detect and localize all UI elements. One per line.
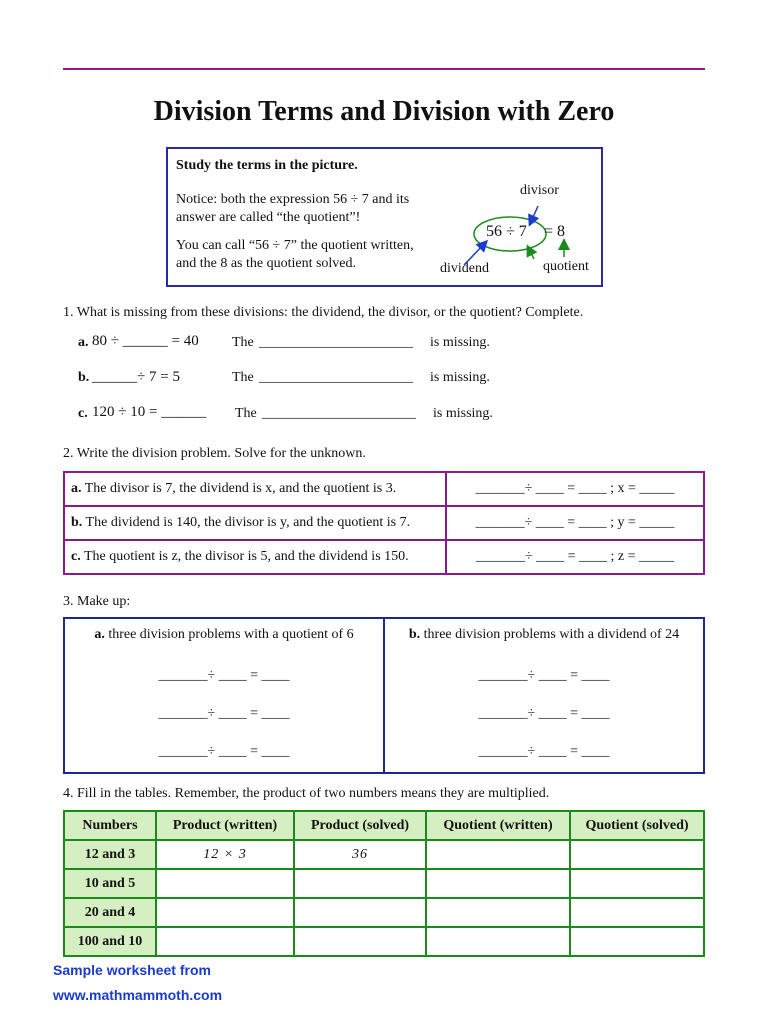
q1c-tail: is missing. (433, 406, 493, 421)
q3a-line-2[interactable]: _______÷ ____ = ____ (158, 706, 290, 721)
question-3-prompt: 3. Make up: (63, 594, 131, 609)
header-numbers: Numbers (64, 811, 156, 840)
q2b-statement: b. The dividend is 140, the divisor is y, and the quotient is 7. (64, 506, 446, 540)
study-call: You can call “56 ÷ 7” the quotient written, and the 8 as the quotient solved. (176, 238, 414, 271)
quotient-written-cell[interactable] (426, 898, 570, 927)
q3a-cell (64, 618, 384, 773)
q1c-the: The (235, 406, 257, 421)
q1b-the: The (232, 370, 254, 385)
q1a-the: The (232, 335, 254, 350)
table-row (64, 472, 704, 506)
product-written-cell[interactable] (156, 898, 294, 927)
question-3-table (63, 617, 705, 774)
q3a-instruction: a. three division problems with a quotient of 6 (94, 627, 354, 642)
question-4-table (63, 810, 705, 957)
header-quotient-solved: Quotient (solved) (570, 811, 704, 840)
quotient-solved-cell[interactable] (570, 869, 704, 898)
product-solved-cell[interactable] (294, 869, 426, 898)
quotient-written-cell[interactable] (426, 869, 570, 898)
q3b-line-2[interactable]: _______÷ ____ = ____ (478, 706, 610, 721)
numbers-cell: 10 and 5 (64, 869, 156, 898)
product-solved-cell[interactable] (294, 927, 426, 956)
quotient-solved-cell[interactable] (570, 927, 704, 956)
q1b-answer-blank[interactable]: ______________________ (259, 370, 413, 385)
q1b-label: b. (78, 370, 90, 385)
q1b-tail: is missing. (430, 370, 490, 385)
page-title: Division Terms and Division with Zero (153, 96, 615, 127)
q1a-answer-blank[interactable]: ______________________ (259, 335, 413, 350)
q1b-expression: ______÷ 7 = 5 (92, 369, 180, 385)
footer-website-link[interactable]: www.mathmammoth.com (53, 987, 223, 1003)
table-row (64, 840, 704, 869)
q1c-expression: 120 ÷ 10 = ______ (92, 404, 207, 420)
numbers-cell: 20 and 4 (64, 898, 156, 927)
table-row (64, 540, 704, 574)
q3b-cell (384, 618, 704, 773)
quotient-label: quotient (543, 259, 589, 274)
footer-sample-text: Sample worksheet from (53, 962, 211, 978)
divisor-label: divisor (520, 183, 559, 198)
q3b-line-3[interactable]: _______÷ ____ = ____ (478, 744, 610, 759)
question-4-prompt: 4. Fill in the tables. Remember, the product of two numbers means they are multiplied. (63, 786, 550, 801)
q2c-answer[interactable]: _______÷ ____ = ____ ; z = _____ (446, 540, 704, 574)
q2c-statement: c. The quotient is z, the divisor is 5, and the dividend is 150. (64, 540, 446, 574)
study-heading: Study the terms in the picture. (176, 158, 358, 173)
table-row (64, 869, 704, 898)
q3a-line-3[interactable]: _______÷ ____ = ____ (158, 744, 290, 759)
table-row (64, 506, 704, 540)
numbers-cell: 12 and 3 (64, 840, 156, 869)
question-1-prompt: 1. What is missing from these divisions: the dividend, the divisor, or the quotient? Complete. (63, 305, 584, 320)
numbers-cell: 100 and 10 (64, 927, 156, 956)
q1a-expression: 80 ÷ ______ = 40 (92, 333, 199, 349)
quotient-arrow-left (528, 247, 534, 259)
top-divider (63, 68, 705, 70)
study-box (166, 147, 603, 287)
quotient-written-cell[interactable] (426, 840, 570, 869)
q3b-line-1[interactable]: _______÷ ____ = ____ (478, 668, 610, 683)
table-row (64, 898, 704, 927)
header-quotient-written: Quotient (written) (426, 811, 570, 840)
question-2-table (63, 471, 705, 575)
q2b-answer[interactable]: _______÷ ____ = ____ ; y = _____ (446, 506, 704, 540)
header-product-written: Product (written) (156, 811, 294, 840)
dividend-label: dividend (440, 261, 489, 276)
q1c-label: c. (78, 406, 88, 421)
q1a-tail: is missing. (430, 335, 490, 350)
quotient-solved-cell[interactable] (570, 898, 704, 927)
product-written-cell[interactable] (156, 869, 294, 898)
header-product-solved: Product (solved) (294, 811, 426, 840)
q2a-statement: a. The divisor is 7, the dividend is x, and the quotient is 3. (64, 472, 446, 506)
study-notice: Notice: both the expression 56 ÷ 7 and its answer are called “the quotient”! (176, 192, 410, 225)
q2a-answer[interactable]: _______÷ ____ = ____ ; x = _____ (446, 472, 704, 506)
q3b-instruction: b. three division problems with a dividend of 24 (408, 627, 680, 642)
quotient-solved-cell[interactable] (570, 840, 704, 869)
table-row (64, 927, 704, 956)
diagram-result: = 8 (544, 223, 566, 240)
diagram-expression: 56 ÷ 7 (486, 223, 527, 240)
product-written-cell[interactable]: 12 × 3 (156, 840, 294, 869)
q3a-line-1[interactable]: _______÷ ____ = ____ (158, 668, 290, 683)
q1a-label: a. (78, 335, 89, 350)
question-2-prompt: 2. Write the division problem. Solve for the unknown. (63, 446, 366, 461)
division-terms-diagram (430, 177, 600, 285)
table-row (64, 618, 704, 773)
product-solved-cell[interactable] (294, 898, 426, 927)
product-solved-cell[interactable]: 36 (294, 840, 426, 869)
quotient-written-cell[interactable] (426, 927, 570, 956)
table-header-row (64, 811, 704, 840)
q1c-answer-blank[interactable]: ______________________ (262, 406, 416, 421)
product-written-cell[interactable] (156, 927, 294, 956)
